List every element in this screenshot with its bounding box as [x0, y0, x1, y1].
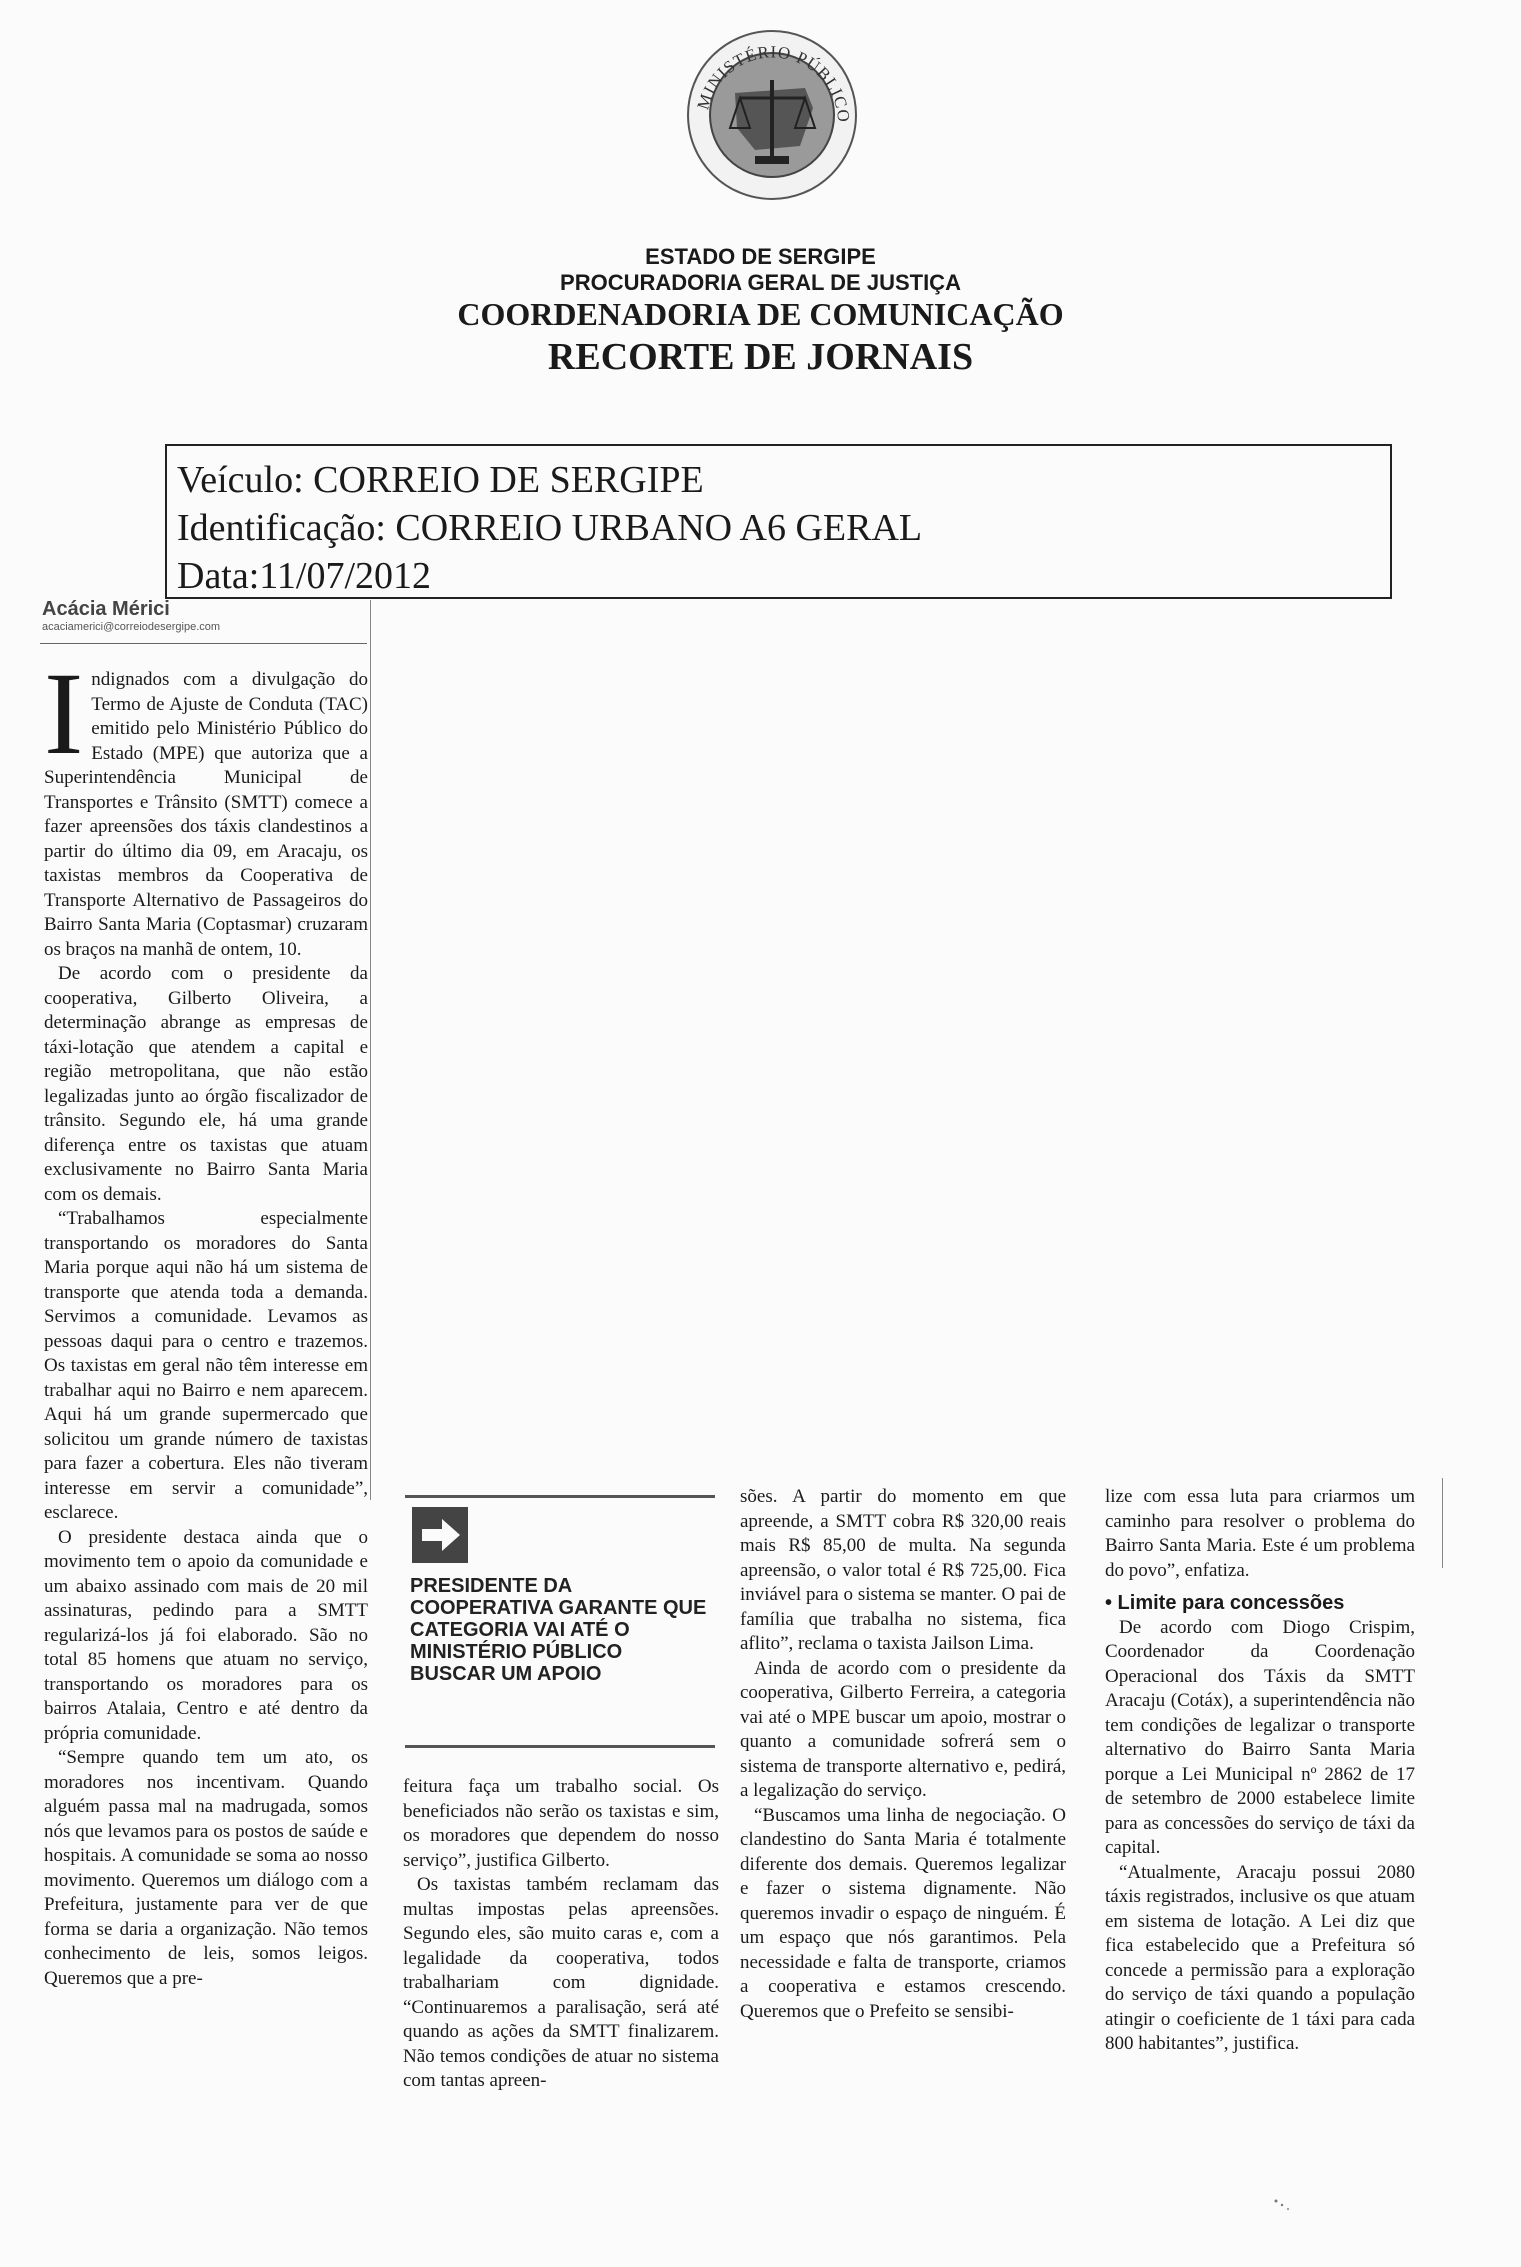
state-name: ESTADO DE SERGIPE	[645, 244, 876, 269]
box-bottom-rule	[405, 1745, 715, 1748]
arrow-right-icon	[410, 1505, 470, 1565]
box-top-rule	[405, 1495, 715, 1498]
paragraph: De acordo com Diogo Crispim, Coordenador da Coordenação Operacional dos Táxis da SMTT Aracaju (Cotáx), a superintendência não tem condições de legalizar o transporte alternativo do Bairro Santa Maria porque a Lei Municipal nº 2862 de 17 de setembro de 2000 estabelece limite para as concessões do serviço de táxi da capital.	[1105, 1616, 1415, 1858]
author-name: Acácia Mérici	[42, 598, 170, 620]
seal-text: MINISTÉRIO PÚBLICO	[693, 42, 854, 124]
paragraph: O presidente destaca ainda que o movimento tem o apoio da comunidade e um abaixo assinado com mais de 20 mil assinaturas, pedindo para a SMTT regularizá-los já foi elaborado. São no total 85 homens que atuam no serviço, transportando os moradores para os bairros Atalaia, Centro e até dentro da própria comunidade.	[44, 1526, 368, 1744]
office-name: PROCURADORIA GERAL DE JUSTIÇA	[560, 270, 961, 295]
byline-divider	[40, 643, 367, 644]
clipping-info-box	[165, 444, 1392, 599]
paragraph: De acordo com o presidente da cooperativa, Gilberto Oliveira, a determinação abrange as empresas de táxi-lotação que atendem a capital e região metropolitana, que não estão legalizadas junto ao órgão fiscalizador de trânsito. Segundo ele, há uma grande diferença entre os taxistas que atuam exclusivamente no Bairro Santa Maria com os demais.	[44, 963, 368, 1205]
vehicle-line: Veículo: CORREIO DE SERGIPE	[177, 459, 704, 501]
page-title: RECORTE DE JORNAIS	[547, 336, 974, 378]
article-column-4	[1105, 1485, 1415, 2057]
identification-line: Identificação: CORREIO URBANO A6 GERAL	[177, 507, 923, 549]
paragraph: feitura faça um trabalho social. Os beneficiados não serão os taxistas e sim, os moradores que dependem do nosso serviço”, justifica Gilberto.	[403, 1776, 719, 1871]
dropcap: I	[44, 648, 84, 779]
paragraph: Os taxistas também reclamam das multas impostas pelas apreensões. Segundo eles, são muito caras e, com a legalidade da cooperativa, todos trabalhariam com dignidade. “Continuaremos a paralisação, será até quando as ações da SMTT finalizarem. Não temos condições de atuar no sistema com tantas apreen-	[403, 1874, 719, 2091]
author-email: acaciamerici@correiodesergipe.com	[42, 621, 221, 633]
article-column-3	[740, 1485, 1066, 2024]
department-name: COORDENADORIA DE COMUNICAÇÃO	[457, 296, 1064, 332]
paragraph: “Sempre quando tem um ato, os moradores nos incentivam. Quando alguém passa mal na madrugada, somos nós que levamos para os postos de saúde e hospitais. A comunidade se soma ao nosso movimento. Queremos um diálogo com a Prefeitura, justamente para ver de que forma se daria a organização. Não temos conhecimento de leis, somos leigos. Queremos que a pre-	[44, 1747, 368, 1989]
paragraph: Ainda de acordo com o presidente da cooperativa, Gilberto Ferreira, a categoria vai até o MPE buscar um apoio, mostrar o quanto a comunidade sofrerá sem o sistema de transporte alternativo e, pedirá, a legalização do serviço.	[740, 1657, 1066, 1801]
date-line: Data:11/07/2012	[177, 555, 431, 597]
paragraph: “Atualmente, Aracaju possui 2080 táxis registrados, inclusive os que atuam em sistema de lotação. A Lei diz que fica estabelecido que a Prefeitura só concede a permissão para a exploração do serviço de táxi quando a população atingir o coeficiente de 1 táxi para cada 800 habitantes”, justifica.	[1105, 1861, 1415, 2054]
byline	[42, 598, 220, 633]
highlight-box-title: PRESIDENTE DA COOPERATIVA GARANTE QUE CATEGORIA VAI ATÉ O MINISTÉRIO PÚBLICO BUSCAR UM APOIO	[410, 1575, 707, 1685]
paragraph: Indignados com a divulgação do Termo de Ajuste de Conduta (TAC) emitido pelo Ministério Público do Estado (MPE) que autoriza que a Superintendência Municipal de Transportes e Trânsito (SMTT) comece a fazer apreensões dos táxis clandestinos a partir do último dia 09, em Aracaju, os taxistas membros da Cooperativa de Transporte Alternativo de Passageiros do Bairro Santa Maria (Coptasmar) cruzaram os braços na manhã de ontem, 10.	[44, 648, 368, 960]
column-divider	[370, 600, 371, 1500]
section-subheading: • Limite para concessões	[1105, 1592, 1345, 1614]
paragraph: “Trabalhamos especialmente transportando os moradores do Santa Maria porque aqui não há um sistema de transporte que atenda toda a demanda. Servimos a comunidade. Levamos as pessoas daqui para o centro e trazemos. Os taxistas em geral não têm interesse em trabalhar aqui no Bairro e nem aparecem. Aqui há um grande supermercado que solicitou um grande número de taxistas para fazer a cobertura. Eles não tiveram interesse em servir a comunidade”, esclarece.	[44, 1208, 368, 1523]
paragraph: sões. A partir do momento em que apreende, a SMTT cobra R$ 320,00 reais mais R$ 85,00 de multa. Na segunda apreensão, o valor total é R$ 725,00. Fica inviável para o sistema se manter. O pai de família que trabalha no sistema, fica aflito”, reclama o taxista Jailson Lima.	[740, 1486, 1066, 1654]
ministerio-publico-seal-icon	[685, 28, 860, 203]
column-edge	[1442, 1478, 1443, 1568]
article-column-1	[44, 648, 368, 1991]
scan-speck-mark	[1270, 2195, 1300, 2215]
paragraph: “Buscamos uma linha de negociação. O clandestino do Santa Maria é totalmente diferente dos demais. Queremos legalizar e fazer o sistema dignamente. Não queremos invadir o espaço de ninguém. É um espaço que nós garantimos. Pela necessidade e falta de transporte, criamos a cooperativa e estamos crescendo. Queremos que o Prefeito se sensibi-	[740, 1804, 1066, 2022]
article-column-2	[403, 1775, 719, 2094]
paragraph: lize com essa luta para criarmos um caminho para resolver o problema do Bairro Santa Maria. Este é um problema do povo”, enfatiza.	[1105, 1486, 1415, 1581]
